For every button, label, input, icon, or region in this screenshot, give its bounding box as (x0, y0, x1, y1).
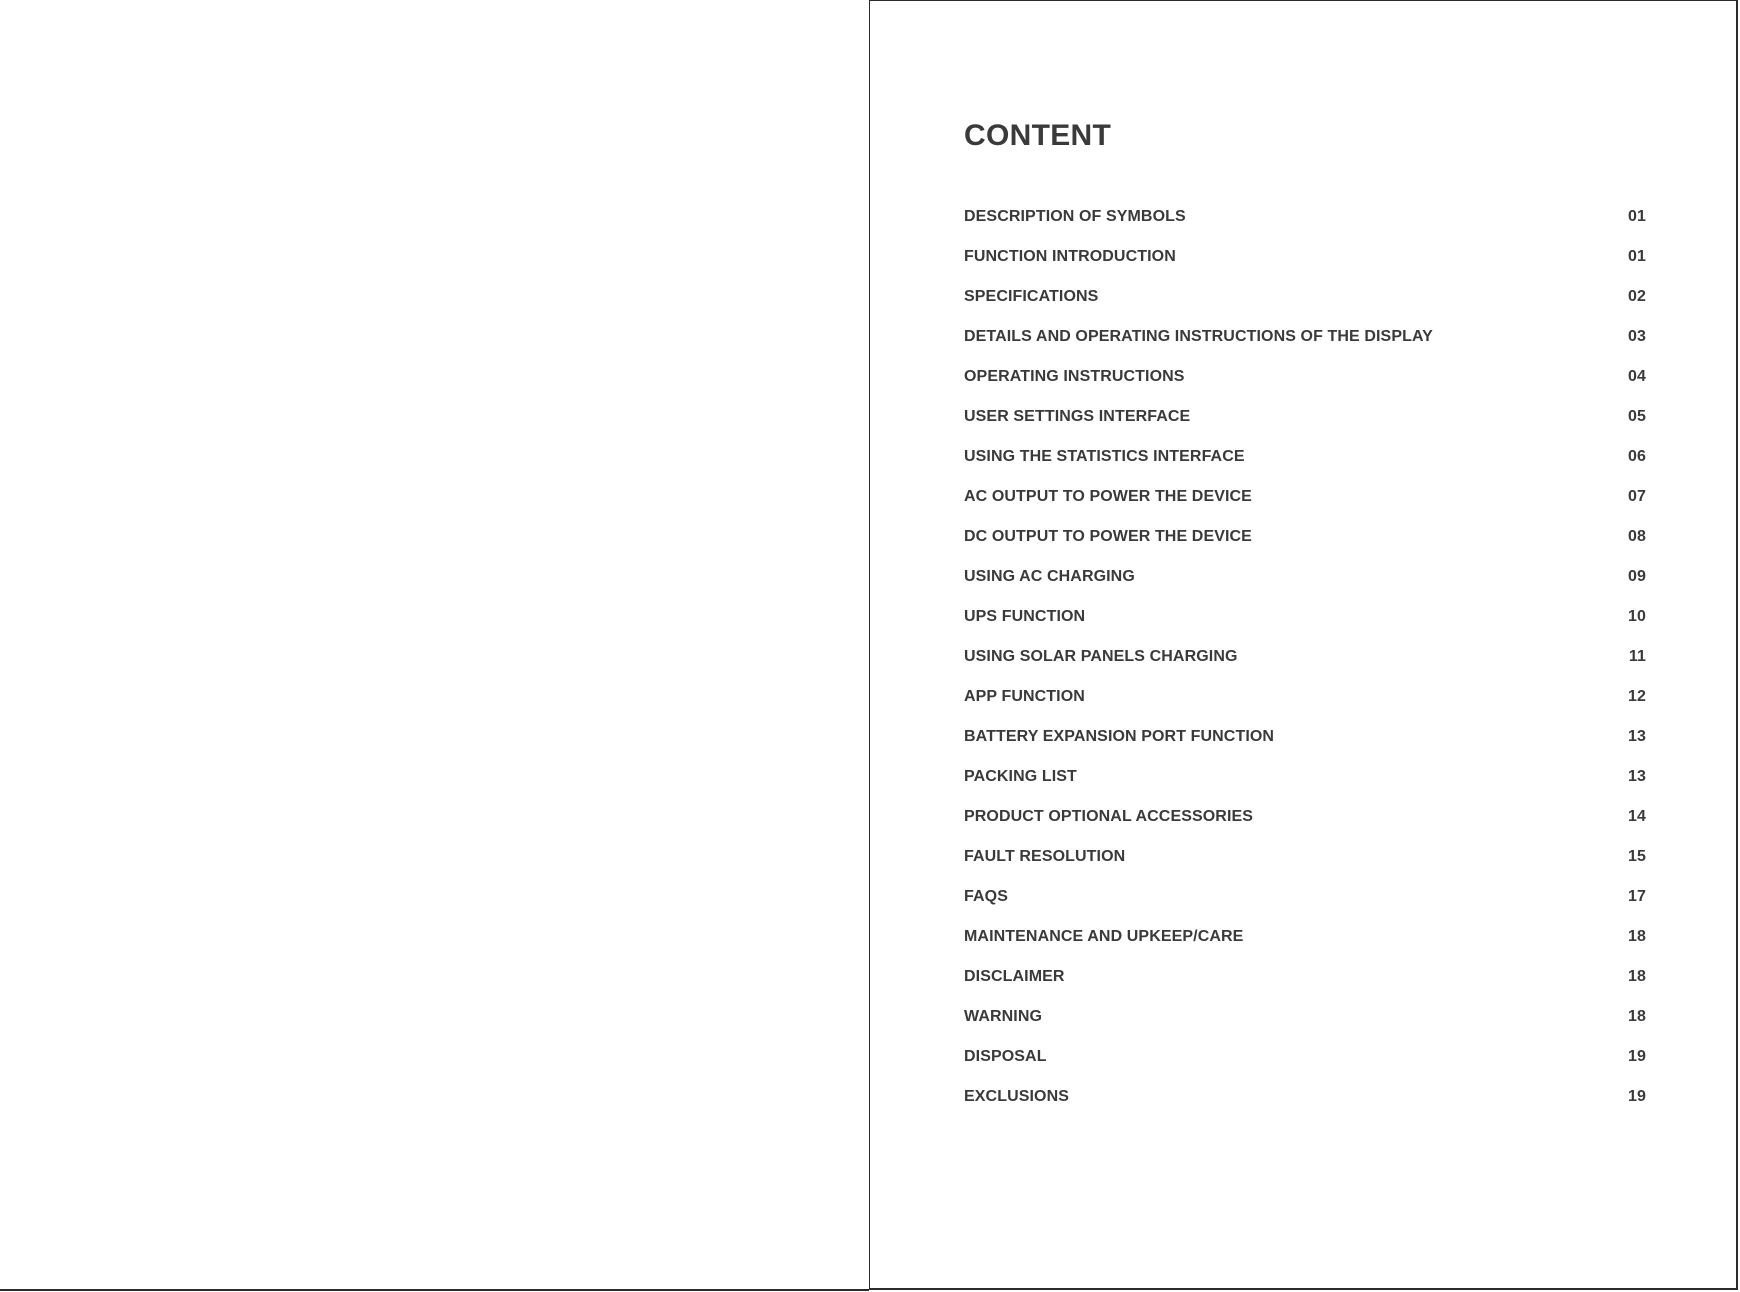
toc-entry-label: OPERATING INSTRUCTIONS (964, 368, 1185, 385)
toc-entry-page: 01 (1628, 208, 1646, 225)
toc-entry[interactable] (964, 917, 1646, 957)
toc-entry[interactable] (964, 397, 1646, 437)
toc-entry[interactable] (964, 357, 1646, 397)
toc-entry[interactable] (964, 757, 1646, 797)
toc-entry-page: 19 (1628, 1088, 1646, 1105)
toc-entry-label: FUNCTION INTRODUCTION (964, 248, 1176, 265)
toc-entry[interactable] (964, 837, 1646, 877)
toc-entry-page: 19 (1628, 1048, 1646, 1065)
toc-entry-page: 08 (1628, 528, 1646, 545)
left-blank-page (0, 0, 869, 1292)
toc-entry[interactable] (964, 237, 1646, 277)
toc-entry-page: 15 (1628, 848, 1646, 865)
toc-entry-page: 06 (1628, 448, 1646, 465)
toc-entry[interactable] (964, 997, 1646, 1037)
toc-entry-label: SPECIFICATIONS (964, 288, 1099, 305)
toc-entry-label: EXCLUSIONS (964, 1088, 1070, 1105)
toc-entry-page: 14 (1628, 808, 1646, 825)
table-of-contents-page (869, 0, 1738, 1290)
toc-entry-page: 03 (1628, 328, 1646, 345)
toc-entry-page: 04 (1628, 368, 1646, 385)
toc-entry-label: PRODUCT OPTIONAL ACCESSORIES (964, 808, 1254, 825)
toc-entry-page: 05 (1628, 408, 1646, 425)
toc-entry[interactable] (964, 717, 1646, 757)
toc-entry[interactable] (964, 637, 1646, 677)
toc-entry[interactable] (964, 677, 1646, 717)
toc-entry-label: USING AC CHARGING (964, 568, 1135, 585)
toc-entry[interactable] (964, 277, 1646, 317)
toc-entry[interactable] (964, 877, 1646, 917)
toc-entry-label: UPS FUNCTION (964, 608, 1086, 625)
toc-entry[interactable] (964, 797, 1646, 837)
toc-entry-label: FAULT RESOLUTION (964, 848, 1126, 865)
toc-entry-page: 18 (1628, 968, 1646, 985)
toc-entry-label: DISPOSAL (964, 1048, 1047, 1065)
page-title: CONTENT (964, 119, 1112, 152)
toc-entry-page: 12 (1628, 688, 1646, 705)
toc-entry-page: 13 (1628, 728, 1646, 745)
toc-entry[interactable] (964, 437, 1646, 477)
toc-entry[interactable] (964, 1077, 1646, 1117)
toc-entry-label: DC OUTPUT TO POWER THE DEVICE (964, 528, 1252, 545)
toc-entry-page: 01 (1628, 248, 1646, 265)
toc-entry[interactable] (964, 197, 1646, 237)
toc-entry[interactable] (964, 957, 1646, 997)
toc-entry-label: DESCRIPTION OF SYMBOLS (964, 208, 1186, 225)
toc-entry-label: USER SETTINGS INTERFACE (964, 408, 1191, 425)
toc-entry-label: FAQS (964, 888, 1008, 905)
toc-list (964, 197, 1646, 1117)
toc-entry-page: 07 (1628, 488, 1646, 505)
toc-entry-label: DISCLAIMER (964, 968, 1065, 985)
toc-entry[interactable] (964, 477, 1646, 517)
toc-entry-page: 17 (1628, 888, 1646, 905)
toc-entry[interactable] (964, 517, 1646, 557)
toc-entry-label: APP FUNCTION (964, 688, 1085, 705)
toc-entry-label: USING THE STATISTICS INTERFACE (964, 448, 1245, 465)
toc-entry[interactable] (964, 317, 1646, 357)
toc-entry-page: 11 (1628, 648, 1646, 665)
toc-entry[interactable] (964, 597, 1646, 637)
toc-entry-label: MAINTENANCE AND UPKEEP/CARE (964, 928, 1244, 945)
left-page-bottom-border (0, 1289, 869, 1291)
toc-entry-label: BATTERY EXPANSION PORT FUNCTION (964, 728, 1275, 745)
toc-entry[interactable] (964, 557, 1646, 597)
toc-entry-page: 09 (1628, 568, 1646, 585)
toc-entry-label: WARNING (964, 1008, 1043, 1025)
toc-entry-label: AC OUTPUT TO POWER THE DEVICE (964, 488, 1252, 505)
toc-entry-label: PACKING LIST (964, 768, 1077, 785)
toc-entry[interactable] (964, 1037, 1646, 1077)
toc-entry-page: 18 (1628, 928, 1646, 945)
toc-entry-page: 02 (1628, 288, 1646, 305)
toc-entry-page: 10 (1628, 608, 1646, 625)
toc-entry-page: 13 (1628, 768, 1646, 785)
toc-entry-page: 18 (1628, 1008, 1646, 1025)
toc-entry-label: USING SOLAR PANELS CHARGING (964, 648, 1238, 665)
toc-entry-label: DETAILS AND OPERATING INSTRUCTIONS OF THE DISPLAY (964, 328, 1433, 345)
